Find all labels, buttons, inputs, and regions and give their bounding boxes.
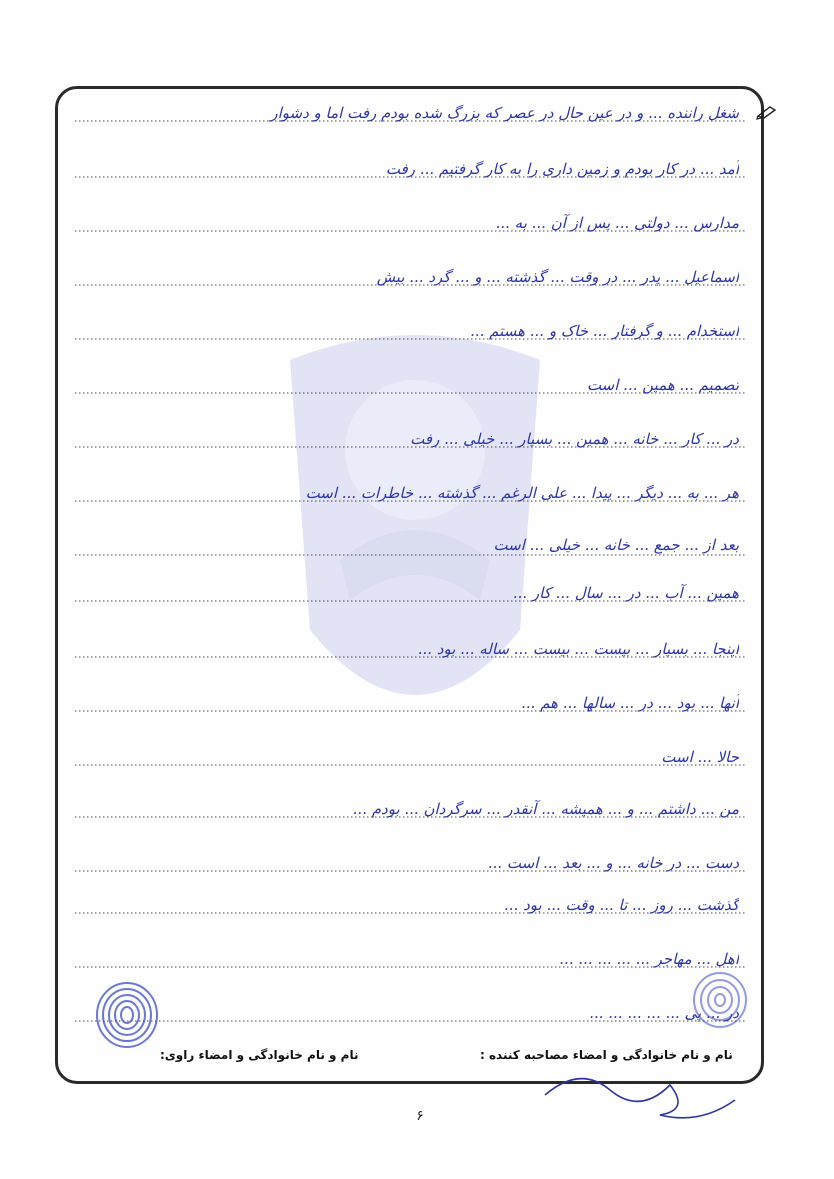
- handwritten-line: استخدام ... و گرفتار ... خاک و ... هستم ...: [470, 322, 739, 340]
- narrator-signature-label: نام و نام خانوادگی و امضاء راوی:: [160, 1048, 359, 1062]
- page-number: ۶: [416, 1108, 424, 1124]
- handwritten-line: در ... کار ... خانه ... همین ... بسیار ... خیلی ... رفت: [410, 430, 739, 448]
- handwritten-line: اینجا ... بسیار ... بیست ... بیست ... ساله ... بود ...: [417, 640, 739, 658]
- handwritten-line: آنها ... بود ... در ... سالها ... هم ...: [521, 694, 739, 712]
- handwritten-line: در ... پی ... ... ... ... ...: [589, 1004, 739, 1022]
- pen-icon: [756, 104, 778, 120]
- handwritten-line: تصمیم ... همین ... است: [586, 376, 739, 394]
- watermark-emblem: [250, 300, 580, 760]
- handwritten-line: حالا ... است: [661, 748, 739, 766]
- thumbprint-right: [690, 970, 750, 1030]
- handwritten-line: بعد از ... جمع ... خانه ... خیلی ... است: [493, 536, 739, 554]
- handwritten-line: گذشت ... روز ... تا ... وقت ... بود ...: [504, 896, 739, 914]
- handwritten-line: من ... داشتم ... و ... همیشه ... آنقدر ... سرگردان ... بودم ...: [352, 800, 739, 818]
- handwritten-line: اهل ... مهاجر ... ... ... ... ...: [559, 950, 739, 968]
- handwritten-line: همین ... آب ... در ... سال ... کار ...: [512, 584, 739, 602]
- handwritten-line: هر ... به ... دیگر ... پیدا ... علی الرغم ... گذشته ... خاطرات ... است: [305, 484, 739, 502]
- signature: [540, 1055, 740, 1125]
- handwritten-line: اسماعیل ... پدر ... در وقت ... گذشته ... و ... گرد ... بیش: [376, 268, 739, 286]
- handwritten-line: دست ... در خانه ... و ... بعد ... است ...: [487, 854, 739, 872]
- handwritten-line: شغل راننده ... و در عین حال در عصر که بزرگ شده بودم رفت اما و دشوار: [270, 104, 739, 122]
- thumbprint-left: [92, 980, 162, 1050]
- interviewer-signature-label: نام و نام خانوادگی و امضاء مصاحبه کننده :: [480, 1048, 733, 1062]
- handwritten-line: مدارس ... دولتی ... پس از آن ... به ...: [495, 214, 739, 232]
- handwritten-line: آمد ... در کار بودم و زمین داری را به کار گرفتیم ... رفت: [385, 160, 739, 178]
